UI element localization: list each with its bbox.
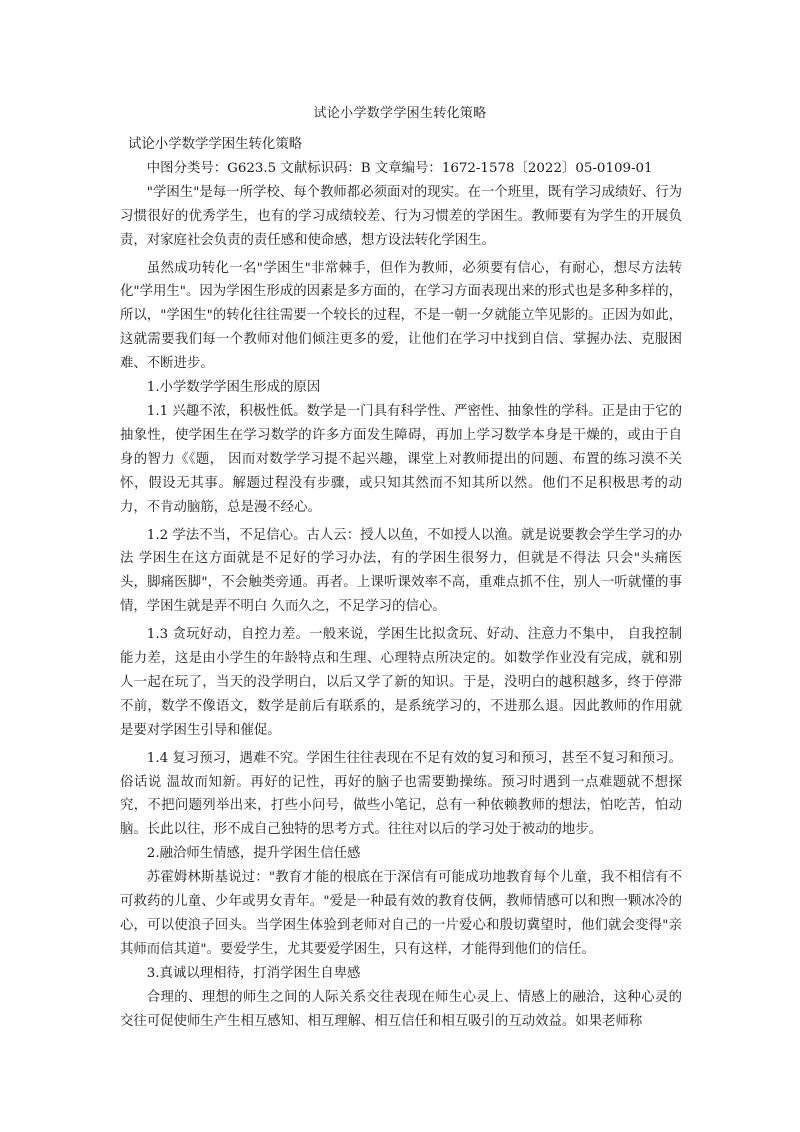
paragraph: 1.3 贪玩好动，自控力差。一般来说，学困生比拟贪玩、好动、注意力不集中， 自我控制能力差，这是由小学生的年龄特点和生理、心理特点所决定的。如数学作业没有完成，就和别人一起在玩了，当天的没学明白，以后又学了新的知识。于是，没明白的越积越多，终于停滞不前，数学不像语文，数学是前后有联系的，是系统学习的，不进那么退。因此教师的作用就是要对学困生引导和催促。 (120, 627, 682, 738)
paragraph: 苏霍姆林斯基说过："教育才能的根底在于深信有可能成功地教育每个儿童，我不相信有不可救药的儿童、少年或男女青年。"爱是一种最有效的教育伎俩，教师情感可以和煦一颗冰冷的心，可以使浪子回头。当学困生体验到老师对自己的一片爱心和殷切冀望时，他们就会变得"亲其师而信其道"。要爱学生，尤其要爱学困生，只有这样，才能得到他们的信任。 (120, 870, 682, 957)
paragraph: 虽然成功转化一名"学困生"非常棘手，但作为教师，必须要有信心，有耐心，想尽方法转化"学用生"。因为学困生形成的因素是多方面的，在学习方面表现出来的形式也是多种多样的，所以，"学困生"的转化往往需要一个较长的过程，不是一朝一夕就能立竿见影的。正因为如此，这就需要我们每一个教师对他们倾注更多的爱，让他们在学习中找到自信、掌握办法、克服困难、不断进步。 (120, 260, 682, 372)
page-title: 试论小学数学学困生转化策略 (313, 106, 487, 121)
section-heading: 1.小学数学学困生形成的原因 (146, 380, 321, 396)
paragraph: 1.1 兴趣不浓，积极性低。数学是一门具有科学性、严密性、抽象性的学科。正是由于它的抽象性，使学困生在学习数学的许多方面发生障碍，再加上学习数学本身是干燥的，或由于自身的智力《《题， 因而对数学学习提不起兴趣，课堂上对教师提出的问题、布置的练习漠不关怀，假设无其事。解题过程没有步骤，或只知其然而不知其所以然。他们不足积极思考的动力，不肯动脑筋，总是漫不经心。 (120, 403, 682, 515)
paragraph: 1.2 学法不当，不足信心。古人云：授人以鱼，不如授人以渔。就是说要教会学生学习的办法 学困生在这方面就是不足好的学习办法，有的学困生很努力，但就是不得法 只会"头痛医头，脚痛医脚"，不会触类旁通。再者。上课听课效率不高，重难点抓不住，别人一听就懂的事情，学困生就是弄不明白 久而久之，不足学习的信心。 (120, 527, 682, 615)
article-subtitle: 试论小学数学学困生转化策略 (128, 137, 303, 152)
section-heading: 2.融洽师生情感，提升学困生信任感 (146, 846, 361, 862)
paragraph: 合理的、理想的师生之间的人际关系交往表现在师生心灵上、情感上的融洽，这种心灵的交往可促使师生产生相互感知、相互理解、相互信任和相互吸引的互动效益。如果老师称 (120, 989, 682, 1029)
classification-line: 中图分类号：G623.5 文献标识码：B 文章编号：1672-1578〔2022〕05-0109-01 (146, 160, 653, 176)
paragraph: "学困生"是每一所学校、每个教师都必须面对的现实。在一个班里，既有学习成绩好、行为习惯很好的优秀学生，也有的学习成绩较差、行为习惯差的学困生。教师要有为学生的开展负责，对家庭社会负责的责任感和使命感，想方设法转化学困生。 (120, 184, 682, 248)
paragraph: 1.4 复习预习，遇难不究。学困生往往表现在不足有效的复习和预习，甚至不复习和预习。俗话说 温故而知新。再好的记性，再好的脑子也需要勤操练。预习时遇到一点难题就不想探究，不把问题列举出来，打些小问号，做些小笔记，总有一种依赖教师的想法，怕吃苦，怕动脑。长此以往，形不成自己独特的思考方式。往往对以后的学习处于被动的地步。 (120, 750, 682, 838)
article-body (120, 133, 682, 1034)
section-heading: 3.真诚以理相待，打消学困生自卑感 (146, 965, 361, 981)
